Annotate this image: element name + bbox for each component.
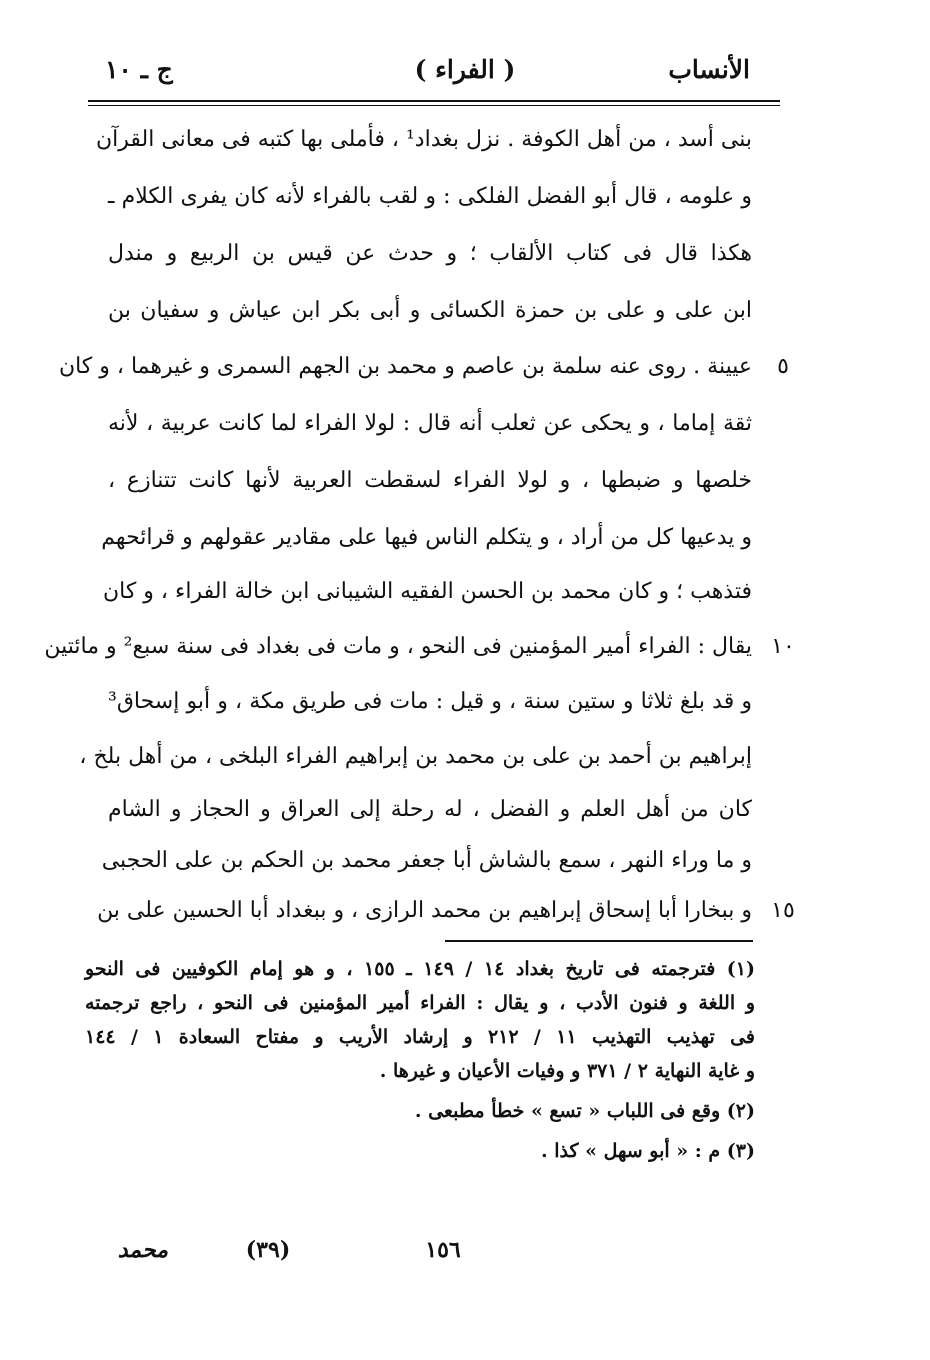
entry-heading: ( الفراء ) (414, 55, 516, 84)
text-line: يقال : الفراء أمير المؤمنين فى النحو ، و مات فى بغداد فى سنة سبع² و مائتين (44, 634, 752, 659)
page-number: ١٥٦ (425, 1237, 461, 1263)
text-line: خلصها و ضبطها ، و لولا الفراء لسقطت العربية لأنها كانت تتنازع ، (108, 468, 752, 493)
footnote-rule (445, 940, 753, 942)
text-line: هكذا قال فى كتاب الألقاب ؛ و حدث عن قيس بن الربيع و مندل (108, 241, 752, 266)
text-line: و يدعيها كل من أراد ، و يتكلم الناس فيها على مقادير عقولهم و قرائحهم (101, 525, 752, 550)
text-line: عيينة . روى عنه سلمة بن عاصم و محمد بن الجهم السمرى و غيرهما ، و كان (58, 354, 752, 379)
line-number-15: ١٥ (771, 898, 795, 923)
header-rule-thin (88, 105, 780, 106)
footnote-line: فى تهذيب التهذيب ١١ / ٢١٢ و إرشاد الأريب و مفتاح السعادة ١ / ١٤٤ (85, 1026, 755, 1048)
catchword: محمد (117, 1237, 168, 1263)
signature-mark: (٣٩) (245, 1237, 291, 1263)
text-line: ثقة إماما ، و يحكى عن ثعلب أنه قال : لولا الفراء لما كانت عربية ، لأنه (108, 411, 752, 436)
line-number-10: ١٠ (771, 634, 795, 659)
text-line: و علومه ، قال أبو الفضل الفلكى : و لقب بالفراء لأنه كان يفرى الكلام ـ (108, 184, 752, 209)
text-line: كان من أهل العلم و الفضل ، له رحلة إلى العراق و الحجاز و الشام (108, 797, 752, 822)
text-line: ابن على و على بن حمزة الكسائى و أبى بكر ابن عياش و سفيان بن (108, 298, 752, 323)
volume-label: ج ـ ١٠ (105, 55, 173, 84)
header-rule (88, 100, 780, 102)
footnote-line: و غاية النهاية ٢ / ٣٧١ و وفيات الأعيان و غيرها . (379, 1060, 755, 1082)
text-line: إبراهيم بن أحمد بن على بن محمد بن إبراهيم الفراء البلخى ، من أهل بلخ ، (79, 744, 752, 769)
text-line: و ما وراء النهر ، سمع بالشاش أبا جعفر محمد بن الحكم بن على الحجبى (101, 848, 752, 873)
footnote-line: (٢) وقع فى اللباب « تسع » خطأ مطبعى . (414, 1100, 755, 1122)
text-line: و ببخارا أبا إسحاق إبراهيم بن محمد الرازى ، و ببغداد أبا الحسين على بن (97, 898, 752, 923)
footnote-line: (٣) م : « أبو سهل » كذا . (540, 1140, 755, 1162)
footnote-line: (١) فترجمته فى تاريخ بغداد ١٤ / ١٤٩ ـ ١٥٥ ، و هو إمام الكوفيين فى النحو (85, 958, 756, 980)
text-line: فتذهب ؛ و كان محمد بن الحسن الفقيه الشيبانى ابن خالة الفراء ، و كان (102, 579, 752, 604)
line-number-5: ٥ (777, 354, 789, 379)
running-title: الأنساب (668, 55, 750, 84)
text-line: بنى أسد ، من أهل الكوفة . نزل بغداد¹ ، فأملى بها كتبه فى معانى القرآن (95, 127, 752, 152)
text-line: و قد بلغ ثلاثا و ستين سنة ، و قيل : مات فى طريق مكة ، و أبو إسحاق³ (108, 689, 752, 714)
footnote-line: و اللغة و فنون الأدب ، و يقال : الفراء أمير المؤمنين فى النحو ، راجع ترجمته (85, 992, 755, 1014)
